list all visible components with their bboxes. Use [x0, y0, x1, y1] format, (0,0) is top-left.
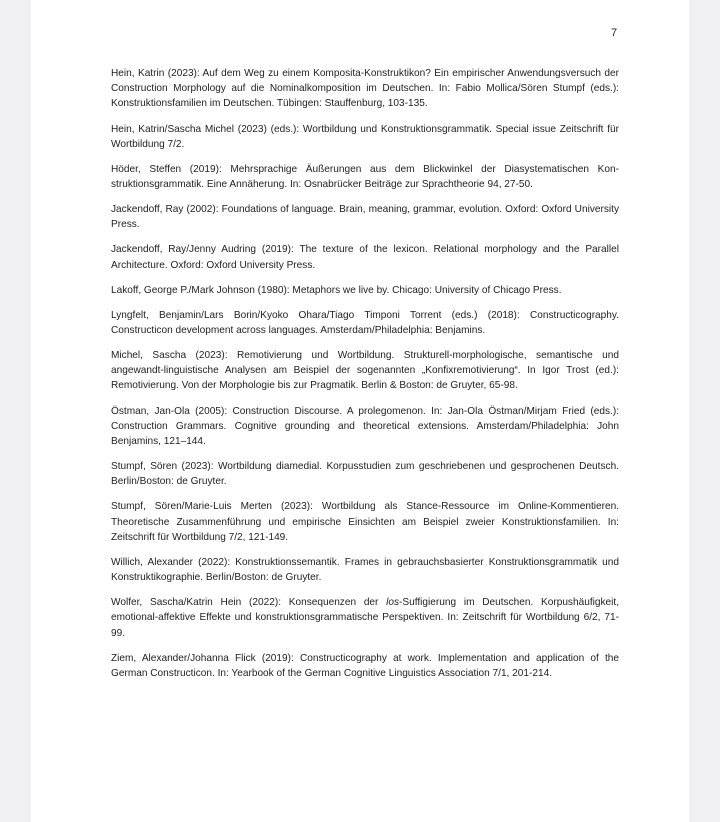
reference-entry: Hein, Katrin/Sascha Michel (2023) (eds.): Wortbildung und Konstruktionsgrammatik. Special issue Zeitschrift für Wortbildung 7/2. [111, 123, 619, 150]
reference-entry: Michel, Sascha (2023): Remotivierung und Wortbildung. Strukturell-morphologische, semantische und angewandt-linguistische Analysen am Beispiel der sogenannten „Konfixremotivierung“. In Igor Trost (ed.): Remotivierung. Von der Morphologie bis zur Pragmatik. Berlin & Boston: de Gruyter, 65-98. [111, 350, 619, 392]
reference-entry: Höder, Steffen (2019): Mehrsprachige Äußerungen aus dem Blickwinkel der Diasystematischen Konstruktionsgrammatik. Eine Annäherung. In: Osnabrücker Beiträge zur Sprachtheorie 94, 27-50. [111, 163, 619, 190]
reference-text: Wolfer, Sascha/Katrin Hein (2022): Konsequenzen der [111, 597, 387, 609]
reference-entry: Jackendoff, Ray/Jenny Audring (2019): The texture of the lexicon. Relational morphology and the Parallel Architecture. Oxford: Oxford University Press. [111, 244, 619, 271]
reference-entry: Ziem, Alexander/Johanna Flick (2019): Constructicography at work. Implementation and application of the German Constructicon. In: Yearbook of the German Cognitive Linguistics Association 7/1, 201-214. [111, 652, 619, 679]
document-page [31, 0, 689, 822]
reference-entry: Hein, Katrin (2023): Auf dem Weg zu einem Komposita-Konstruktikon? Ein empirischer Anwendungsversuch der Construction Morphology auf die Nominalkomposition im Deutschen. In: Fabio Mollica/Sören Stumpf (eds.): Konstruktionsfamilien im Deutschen. Tübingen: Stauffenburg, 103-135. [111, 68, 619, 110]
reference-text: -Suffigierung im Deutschen. Korpushäufigkeit, emotional-affektive Effekte und konstruktionsgrammatische Perspektiven. In: Zeitschrift für Wortbildung 6/2, 71-99. [111, 597, 619, 639]
reference-entry: Stumpf, Sören/Marie-Luis Merten (2023): Wortbildung als Stance-Ressource im Online-Kommentieren. Theoretische Zusammenführung und empirische Einsichten am Beispiel zweier Konstruktionsfamilien. In: Zeitschrift für Wortbildung 7/2, 121-149. [111, 501, 619, 543]
reference-list [111, 66, 619, 691]
reference-entry: Lyngfelt, Benjamin/Lars Borin/Kyoko Ohara/Tiago Timponi Torrent (eds.) (2018): Constructicography. Constructicon development across languages. Amsterdam/Philadelphia: Benjamins. [111, 309, 619, 336]
reference-italic-text: los [386, 597, 400, 609]
reference-entry: Willich, Alexander (2022): Konstruktionssemantik. Frames in gebrauchsbasierter Konstruktionsgrammatik und Konstruktikographie. Berlin/Boston: de Gruyter. [111, 556, 619, 584]
reference-entry: Östman, Jan-Ola (2005): Construction Discourse. A prolegomenon. In: Jan-Ola Östman/Mirjam Fried (eds.): Construction Grammars. Cognitive grounding and theoretical extensions. Amsterdam/Philadelphia: John Benjamins, 121–144. [111, 405, 619, 447]
reference-entry: Stumpf, Sören (2023): Wortbildung diamedial. Korpusstudien zum geschriebenen und gesprochenen Deutsch. Berlin/Boston: de Gruyter. [111, 461, 619, 488]
page-number: 7 [611, 27, 618, 39]
reference-entry: Lakoff, George P./Mark Johnson (1980): Metaphors we live by. Chicago: University of Chicago Press. [111, 284, 562, 296]
reference-entry: Jackendoff, Ray (2002): Foundations of language. Brain, meaning, grammar, evolution. Oxford: Oxford University Press. [111, 204, 619, 231]
reference-entry [111, 595, 619, 641]
